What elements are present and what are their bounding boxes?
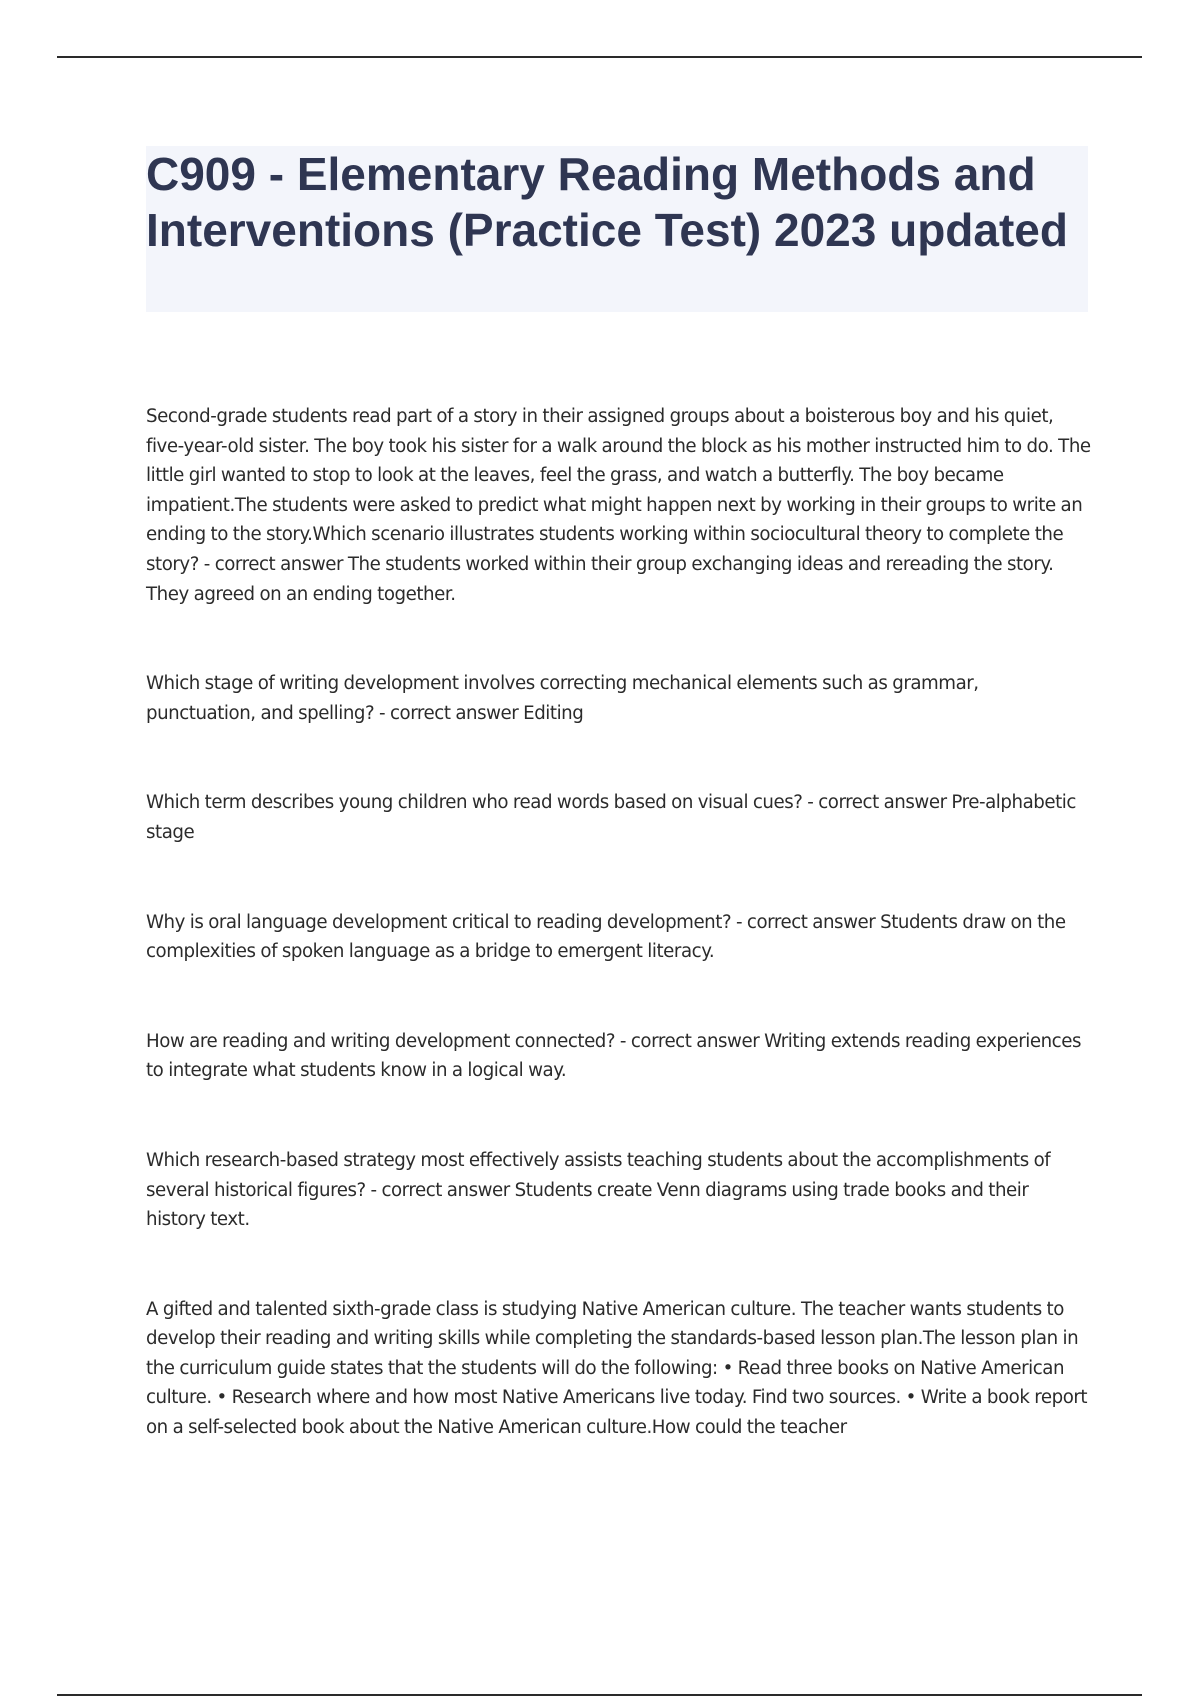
qa-item-5: How are reading and writing development connected? - correct answer Writing extends reading experiences to integrate what students know in a logical way. [146,1030,1081,1082]
top-rule [57,56,1142,58]
qa-item-7: A gifted and talented sixth-grade class is studying Native American culture. The teacher wants students to develop their reading and writing skills while completing the standards-based lesson plan.The lesson plan in the curriculum guide states that the students will do the following: • Read three books on Native American culture. • Research where and how most Native Americans live today. Find two sources. • Write a book report on a self-selected book about the Native American culture.How could the teacher [146,1298,1088,1439]
qa-item-2: Which stage of writing development involves correcting mechanical elements such as grammar, punctuation, and spelling? - correct answer Editing [146,673,979,724]
qa-item-3: Which term describes young children who read words based on visual cues? - correct answer Pre-alphabetic stage [146,792,1076,843]
title-box [146,146,1088,312]
qa-list [146,402,1091,1443]
qa-item-6: Which research-based strategy most effectively assists teaching students about the accomplishments of several historical figures? - correct answer Students create Venn diagrams using trade books and their history text. [146,1149,1051,1231]
qa-item-4: Why is oral language development critical to reading development? - correct answer Students draw on the complexities of spoken language as a bridge to emergent literacy. [146,911,1066,963]
qa-item-1: Second-grade students read part of a story in their assigned groups about a boisterous boy and his quiet, five-year-old sister. The boy took his sister for a walk around the block as his mother instructed him to do. The little girl wanted to stop to look at the leaves, feel the grass, and watch a butterfly. The boy became impatient.The students were asked to predict what might happen next by working in their groups to write an ending to the story.Which scenario illustrates students working within sociocultural theory to complete the story? - correct answer The students worked within their group exchanging ideas and rereading the story. They agreed on an ending together. [146,406,1091,605]
bottom-rule [57,1694,1142,1696]
document-title: C909 - Elementary Reading Methods and Interventions (Practice Test) 2023 updated [146,148,1068,256]
